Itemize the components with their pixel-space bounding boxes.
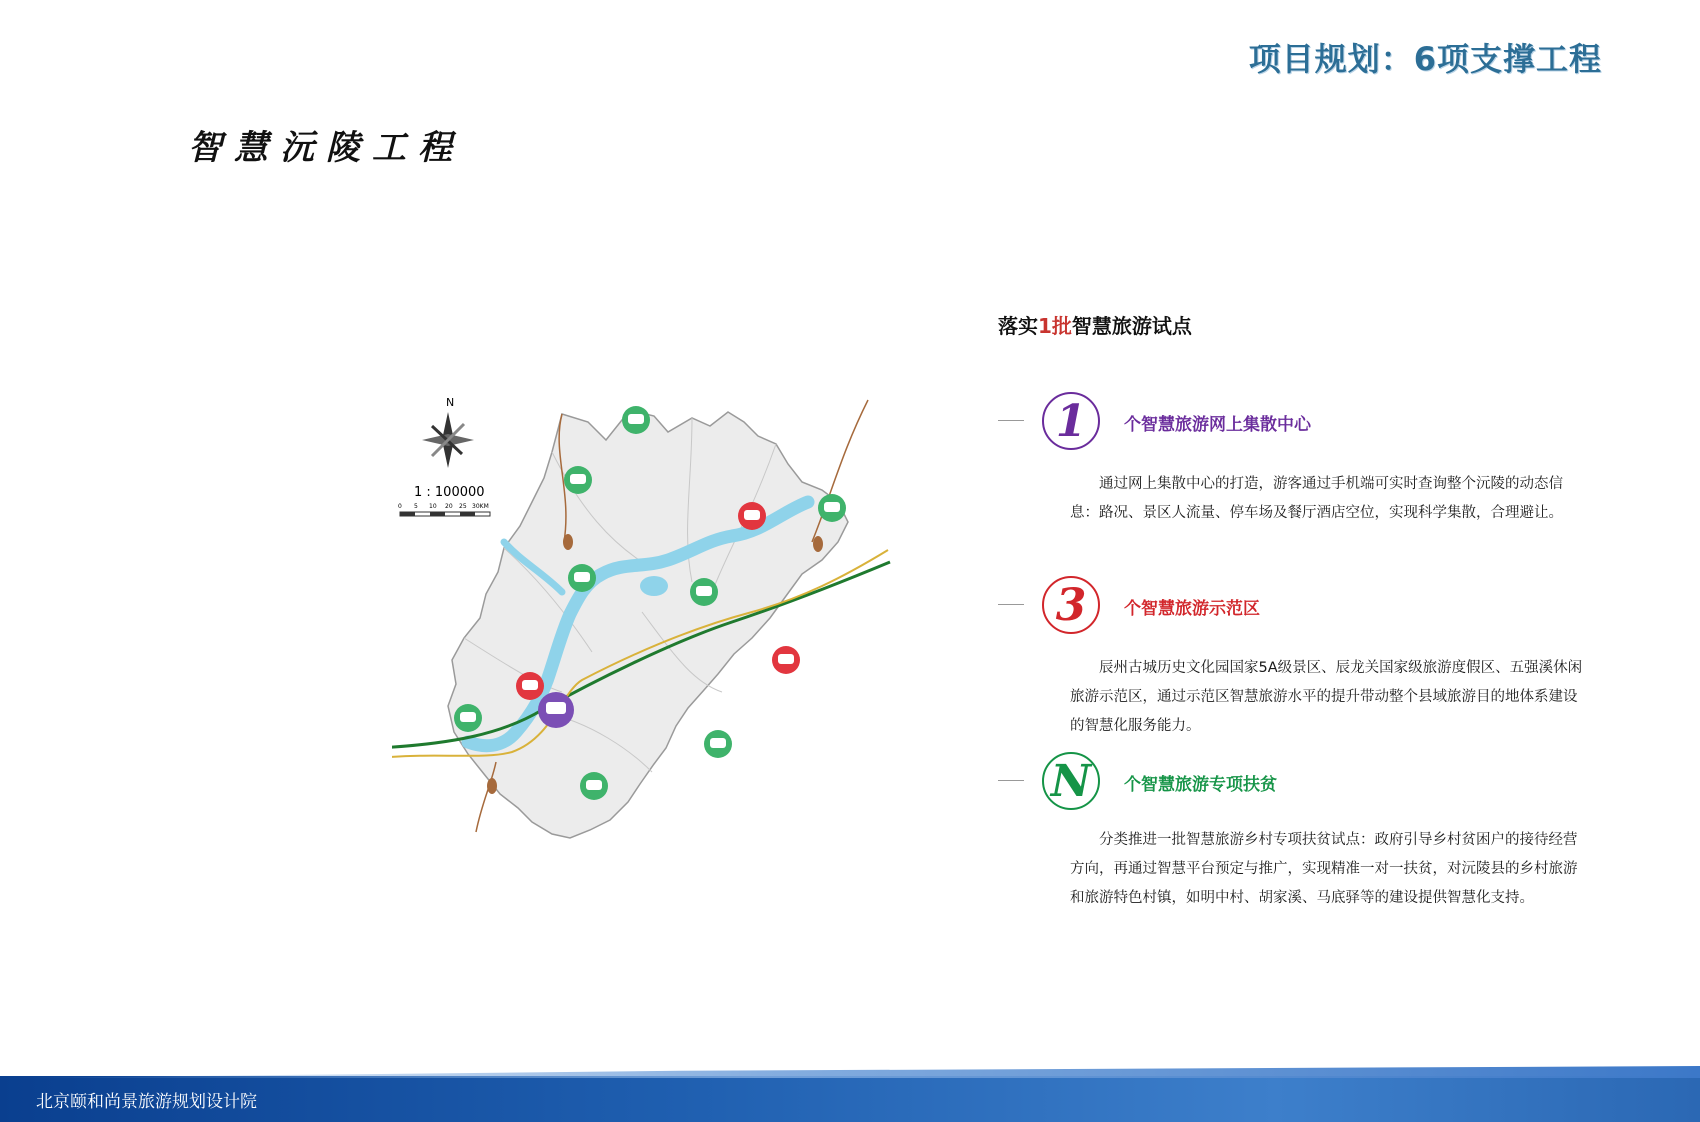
number-badge: N	[1042, 752, 1100, 810]
map-pin-green[interactable]	[580, 772, 608, 800]
panel-heading-prefix: 落实	[998, 314, 1038, 338]
scale-bar	[398, 503, 490, 516]
scale-tick: 10	[429, 503, 437, 510]
scale-tick: 25	[459, 503, 467, 510]
number-badge: 1	[1042, 392, 1100, 450]
item-title: 个智慧旅游专项扶贫	[1124, 775, 1277, 795]
road-marker	[813, 536, 823, 552]
panel-heading	[998, 310, 1192, 339]
panel-heading-highlight: 1批	[1038, 314, 1072, 338]
footer-bar	[0, 1076, 1700, 1122]
map-pin-green[interactable]	[568, 564, 596, 592]
number-badge: 3	[1042, 576, 1100, 634]
connector-line	[998, 604, 1024, 605]
county-map	[392, 392, 984, 920]
road-marker	[563, 534, 573, 550]
item-title: 个智慧旅游示范区	[1124, 599, 1260, 619]
map-pin-red[interactable]	[738, 502, 766, 530]
scale-label: 1 : 100000	[414, 485, 485, 500]
road-marker	[487, 778, 497, 794]
map-pin-green[interactable]	[818, 494, 846, 522]
map-pin-purple[interactable]	[538, 692, 574, 728]
map-pin-green[interactable]	[704, 730, 732, 758]
map-pin-green[interactable]	[622, 406, 650, 434]
item-body: 辰州古城历史文化园国家5A级景区、辰龙关国家级旅游度假区、五强溪休闲旅游示范区，通过示范区智慧旅游水平的提升带动整个县域旅游目的地体系建设的智慧化服务能力。	[1070, 660, 1583, 734]
north-arrow-icon	[422, 396, 474, 468]
item-body: 分类推进一批智慧旅游乡村专项扶贫试点：政府引导乡村贫困户的接待经营方向，再通过智慧平台预定与推广，实现精准一对一扶贫，对沅陵县的乡村旅游和旅游特色村镇，如明中村、胡家溪、马底驿等的建设提供智慧化支持。	[1070, 832, 1578, 906]
page-header-title: 项目规划：6项支撑工程	[1248, 40, 1602, 78]
lake	[640, 576, 668, 596]
connector-line	[998, 780, 1024, 781]
connector-line	[998, 420, 1024, 421]
panel-heading-suffix: 智慧旅游试点	[1071, 314, 1192, 338]
map-svg	[392, 392, 984, 920]
item-body: 通过网上集散中心的打造，游客通过手机端可实时查询整个沅陵的动态信息：路况、景区人流量、停车场及餐厅酒店空位，实现科学集散，合理避让。	[1070, 476, 1563, 521]
footer-text: 北京颐和尚景旅游规划设计院	[36, 1092, 257, 1112]
north-label: N	[446, 396, 455, 409]
map-pin-green[interactable]	[454, 704, 482, 732]
scale-tick: 5	[414, 503, 418, 510]
scale-tick: 0	[398, 503, 402, 510]
map-pin-red[interactable]	[772, 646, 800, 674]
map-pin-green[interactable]	[690, 578, 718, 606]
section-title: 智慧沅陵工程	[188, 128, 464, 168]
item-title: 个智慧旅游网上集散中心	[1124, 415, 1311, 435]
map-pin-red[interactable]	[516, 672, 544, 700]
map-pin-green[interactable]	[564, 466, 592, 494]
scale-tick: 20	[445, 503, 453, 510]
county-boundary	[448, 410, 848, 838]
scale-tick: 30KM	[472, 503, 489, 510]
